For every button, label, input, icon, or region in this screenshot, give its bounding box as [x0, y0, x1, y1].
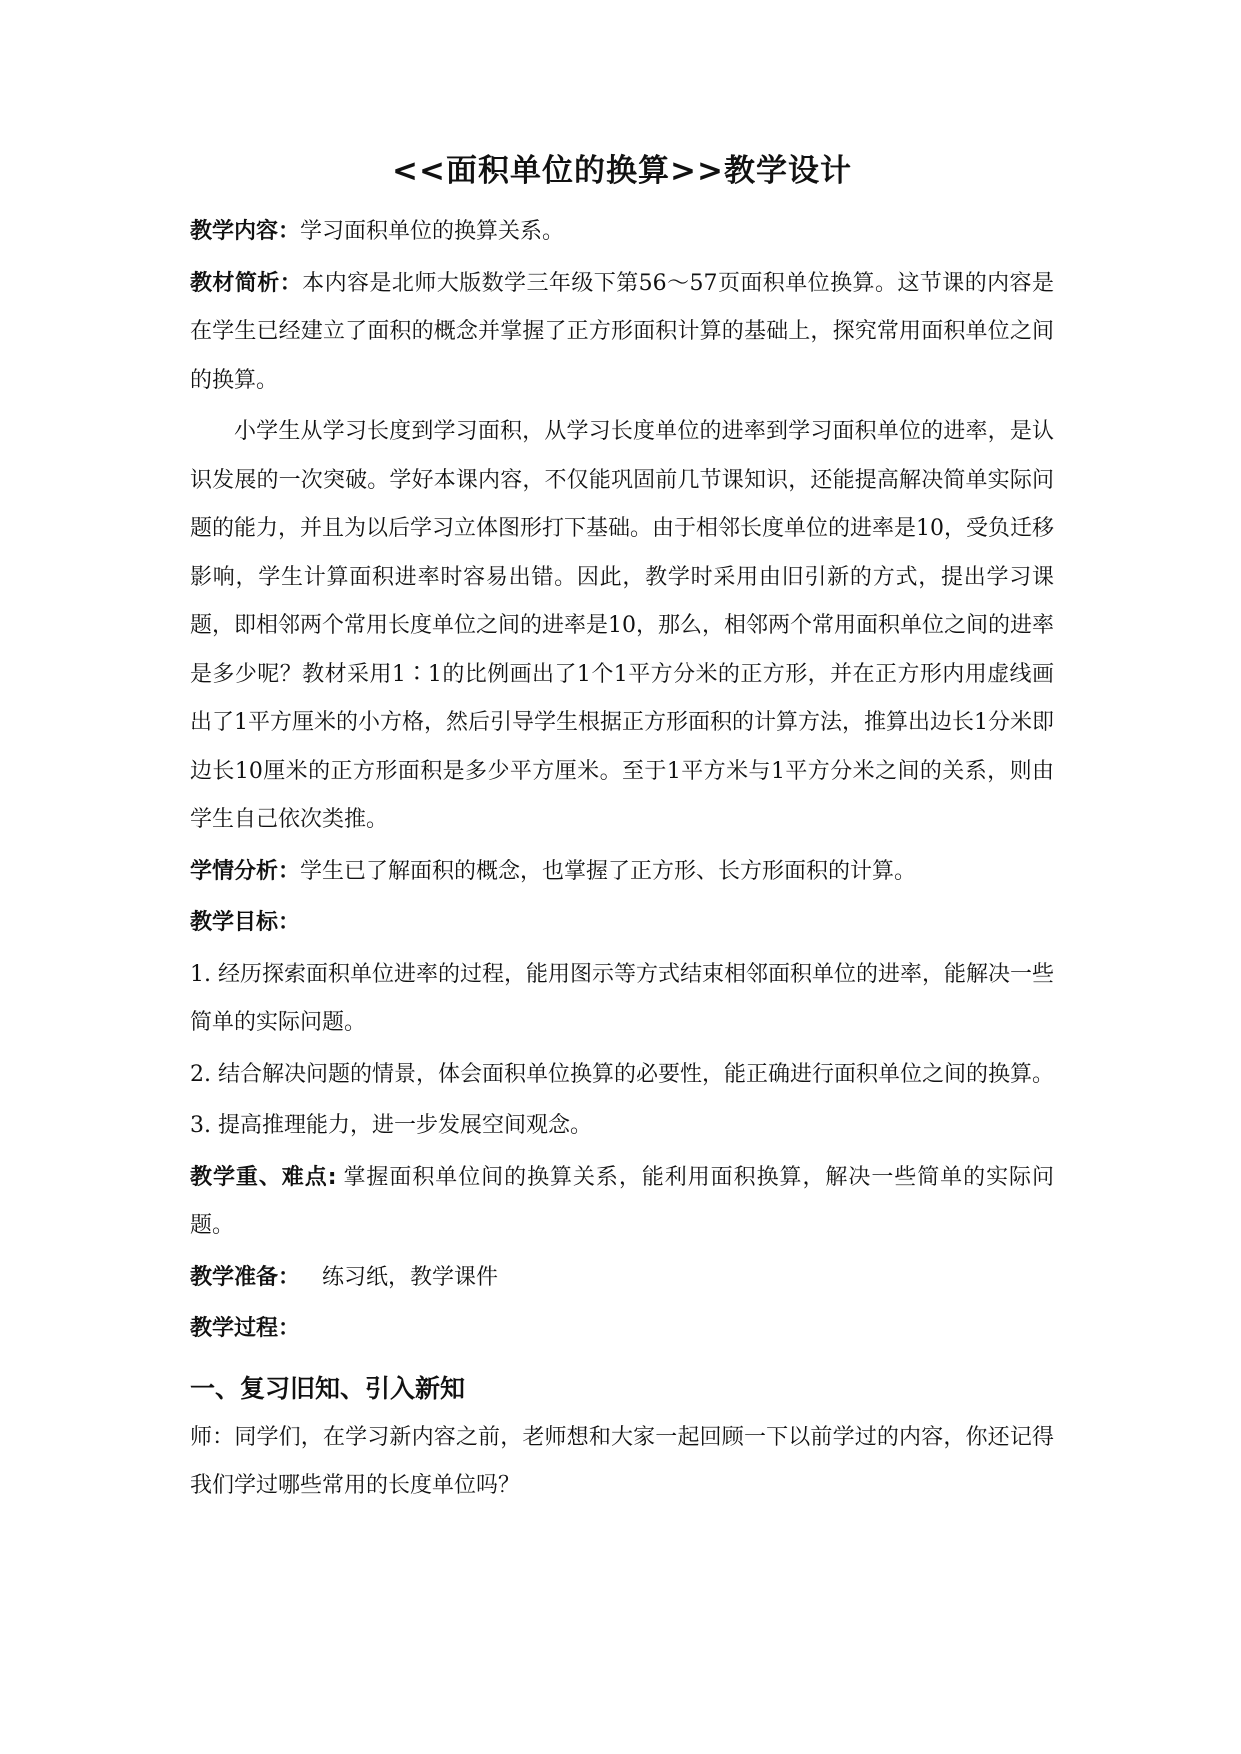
teaching-preparation-text: 练习纸，教学课件	[322, 1264, 499, 1290]
goal-item: 1. 经历探索面积单位进率的过程，能用图示等方式结束相邻面积单位的进率，能解决一些简单的实际问题。	[190, 961, 1054, 1035]
learner-analysis-label: 学情分析：	[190, 858, 301, 884]
material-analysis	[190, 260, 1054, 406]
section-text: 师：同学们，在学习新内容之前，老师想和大家一起回顾一下以前学过的内容，你还记得我们学过哪些常用的长度单位吗？	[190, 1424, 1054, 1498]
section-heading: 一、复习旧知、引入新知	[190, 1373, 466, 1403]
teaching-content	[190, 208, 1054, 257]
teaching-preparation-label: 教学准备：	[190, 1264, 301, 1290]
document-title: <<面积单位的换算>>教学设计	[392, 153, 852, 189]
teaching-process-label: 教学过程：	[190, 1316, 301, 1341]
goal-item: 2. 结合解决问题的情景，体会面积单位换算的必要性，能正确进行面积单位之间的换算。	[190, 1061, 1054, 1087]
material-analysis-label: 教材简析：	[190, 270, 303, 296]
analysis-paragraph: 小学生从学习长度到学习面积，从学习长度单位的进率到学习面积单位的进率，是认识发展的一次突破。学好本课内容，不仅能巩固前几节课知识，还能提高解决简单实际问题的能力，并且为以后学习立体图形打下基础。由于相邻长度单位的进率是10，受负迁移影响，学生计算面积进率时容易出错。因此，教学时采用由旧引新的方式，提出学习课题，即相邻两个常用长度单位之间的进率是10，那么，相邻两个常用面积单位之间的进率是多少呢？教材采用1∶1的比例画出了1个1平方分米的正方形，并在正方形内用虚线画出了1平方厘米的小方格，然后引导学生根据正方形面积的计算方法，推算出边长1分米即边长10厘米的正方形面积是多少平方厘米。至于1平方米与1平方分米之间的关系，则由学生自己依次类推。	[190, 419, 1054, 832]
material-analysis-text: 本内容是北师大版数学三年级下第56～57页面积单位换算。这节课的内容是在学生已经建立了面积的概念并掌握了正方形面积计算的基础上，探究常用面积单位之间的换算。	[190, 270, 1054, 393]
teaching-goals-heading	[190, 899, 1054, 948]
key-points-text: 掌握面积单位间的换算关系，能利用面积换算，解决一些简单的实际问题。	[190, 1164, 1054, 1238]
teaching-goals-label: 教学目标：	[190, 910, 301, 935]
document-page	[190, 148, 1054, 1511]
goal-item: 3. 提高推理能力，进一步发展空间观念。	[190, 1113, 592, 1138]
teaching-preparation	[190, 1254, 1054, 1303]
teaching-content-text: 学习面积单位的换算关系。	[300, 219, 565, 244]
learner-analysis	[190, 848, 1054, 897]
key-points-label: 教学重、难点:	[190, 1164, 337, 1190]
teaching-process-heading	[190, 1305, 1054, 1354]
learner-analysis-text: 学生已了解面积的概念，也掌握了正方形、长方形面积的计算。	[300, 858, 917, 884]
key-points	[190, 1154, 1054, 1251]
teaching-content-label: 教学内容：	[190, 219, 301, 244]
